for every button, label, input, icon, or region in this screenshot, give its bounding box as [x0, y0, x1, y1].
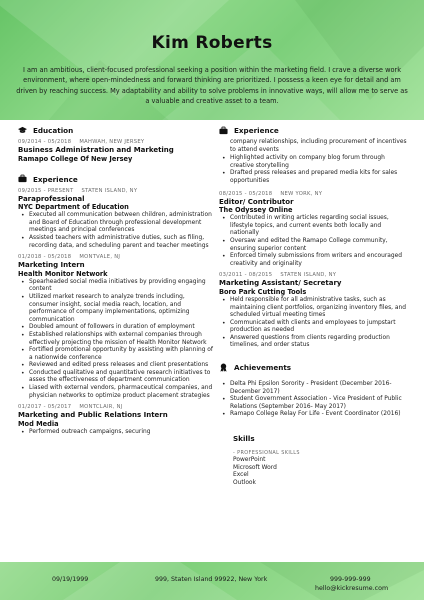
job-meta: 03/2011 - 08/2015 STATEN ISLAND, NY [219, 272, 337, 279]
briefcase-icon [219, 126, 230, 136]
job-meta: 01/2018 - 05/2018 MONTVALE, NJ [18, 254, 121, 261]
job-entry [18, 404, 214, 436]
bullet-item: • Communicated with clients and employees to jumpstart production as needed [219, 320, 409, 335]
briefcase-icon [18, 174, 29, 184]
education-degree: Business Administration and Marketing [18, 146, 174, 154]
profile-summary: I am an ambitious, client-focused professional seeking a position within the marketing field. I crave a diverse work environment, where open-mindedness and forward thinking are prioritized. I possess a keen eye for detail and am driven by reaching success. My adaptability and ability to solve problems in innovative ways, will allow me to serve as a valuable and creative asset to a team. [16, 66, 408, 105]
bullet-item: • Spearheaded social media initiatives by providing engaging content [18, 279, 214, 294]
achievement-item: • Delta Phi Epsilon Sorority - President (December 2016- December 2017) [219, 381, 409, 396]
job-bullets [18, 279, 214, 401]
job-entry [18, 254, 214, 400]
bullet-item: • Held responsible for all administrative tasks, such as maintaining client portfolios, organizing inventory files, and scheduled virtual meeting times [219, 297, 409, 320]
job-organization: The Odyssey Online [219, 206, 293, 215]
job-organization: Boro Park Cutting Tools [219, 287, 307, 296]
job-entry [219, 272, 409, 350]
bullet-item: • Highlighted activity on company blog forum through creative storytelling [219, 155, 409, 170]
education-meta: 09/2014 - 05/2018 MAHWAH, NEW JERSEY [18, 139, 145, 145]
bullet-item: • Contributed in writing articles regarding social issues, lifestyle topics, and current events both locally and nationally [219, 215, 409, 238]
job-title: Marketing Intern [18, 261, 85, 270]
footer-birthdate: 09/19/1999 [52, 576, 89, 583]
footer-banner [0, 562, 424, 600]
skill-item: PowerPoint [233, 457, 266, 464]
experience-heading: Experience [18, 174, 214, 185]
bullet-item: • Answered questions from clients regarding production timelines, and order status [219, 335, 409, 350]
job-organization: Mod Media [18, 419, 59, 428]
skills-list [219, 457, 409, 487]
header-banner [0, 0, 424, 120]
job-organization: NYC Department of Education [18, 203, 129, 212]
job-entry [18, 188, 214, 251]
footer-phone: 999-999-999 [330, 576, 371, 583]
skill-item: Outlook [233, 479, 256, 486]
job-entry [219, 191, 409, 269]
bullet-item: • Doubled amount of followers in duration of employment [18, 324, 214, 332]
job-bullets [219, 297, 409, 350]
bullet-item: • Enforced timely submissions from writers and encouraged creativity and originality [219, 253, 409, 268]
bullet-item: • Conducted qualitative and quantitative research initiatives to asses the effectiveness of department communication [18, 370, 214, 385]
skills-heading: Skills [233, 434, 255, 444]
bullet-item: • Liased with external vendors, pharmaceutical companies, and physician networks to optimize product placement strategies [18, 385, 214, 400]
continued-text: company relationships, including procurement of incentives to attend events [230, 139, 407, 153]
footer-email[interactable]: hello@kickresume.com [315, 585, 389, 592]
job-meta: 08/2015 - 05/2018 NEW YORK, NY [219, 190, 323, 197]
skill-item: Excel [233, 472, 249, 479]
bullet-item: • Oversaw and edited the Ramapo College community, ensuring superior content [219, 238, 409, 253]
bullet-item: • Assisted teachers with administrative duties, such as filing, recording data, and scheduling parent and teacher meetings [18, 235, 214, 250]
bullet-item: • Performed outreach campaigns, securing [18, 429, 214, 437]
bullet-item: • Drafted press releases and prepared media kits for sales opportunities [219, 170, 409, 185]
job-title: Marketing Assistant/ Secretary [219, 279, 342, 288]
candidate-name: Kim Roberts [151, 33, 273, 53]
bullet-item: • Fortified promotional opportunity by assisting with planning of a nationwide conference [18, 347, 214, 362]
education-heading: Education [18, 125, 214, 136]
experience-continued [219, 139, 409, 186]
job-meta: 01/2017 - 05/2017 MONTCLAIR, NJ [18, 404, 123, 411]
right-column [219, 120, 409, 487]
job-bullets [219, 215, 409, 268]
job-title: Marketing and Public Relations Intern [18, 411, 168, 420]
left-column [18, 120, 214, 436]
education-entry [18, 139, 214, 163]
job-bullets [18, 429, 214, 437]
bullet-item: • Executed all communication between children, administration and Board of Education through professional development meetings and principal conferences [18, 212, 214, 235]
continued-bullets [219, 155, 409, 185]
award-icon [219, 363, 230, 373]
skill-item: Microsoft Word [233, 464, 277, 471]
achievements-list [219, 381, 409, 419]
graduation-cap-icon [18, 126, 29, 136]
achievement-item: • Ramapo College Relay For Life - Event Coordinator (2016) [219, 411, 409, 419]
job-bullets [18, 212, 214, 250]
experience-continued-heading: Experience [219, 125, 409, 136]
bullet-item: • Utilized market research to analyze trends including, consumer insight, social media reach, location, and performance of company implementations, optimizing communication [18, 294, 214, 324]
job-meta: 09/2015 - PRESENT STATEN ISLAND, NY [18, 187, 138, 194]
job-title: Editor/ Contributor [219, 197, 294, 206]
bullet-item: • Established relationships with external companies through effectively projecting the mission of Health Monitor Network [18, 332, 214, 347]
job-title: Paraprofessional [18, 194, 85, 203]
job-organization: Health Monitor Network [18, 269, 108, 278]
skills-subheading: - PROFESSIONAL SKILLS [233, 450, 300, 457]
education-school: Ramapo College Of New Jersey [18, 154, 133, 163]
bullet-item: • Reviewed and edited press releases and client presentations [18, 362, 214, 370]
achievement-item: • Student Government Association - Vice President of Public Relations (September 2016- May 2017) [219, 396, 409, 411]
achievements-heading: Achievements [219, 362, 409, 373]
footer-address: 999, Staten Island 99922, New York [155, 576, 268, 583]
